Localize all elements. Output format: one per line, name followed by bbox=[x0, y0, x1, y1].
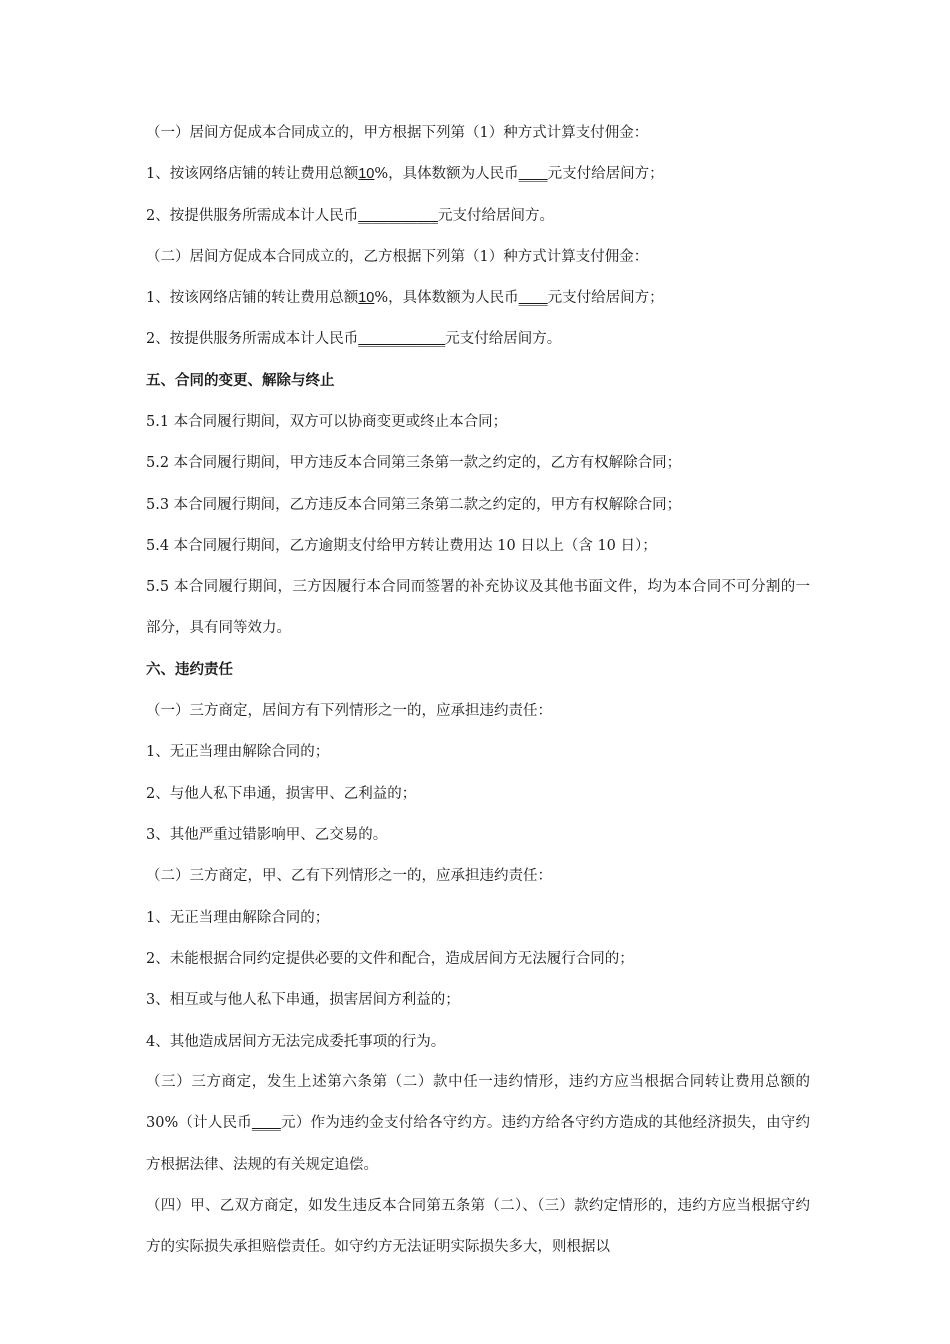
clause-4-2-item-1: 1、按该网络店铺的转让费用总额10%，具体数额为人民币____元支付给居间方； bbox=[146, 290, 664, 307]
document-body bbox=[146, 122, 810, 1278]
commission-rate: 10 bbox=[358, 290, 375, 307]
clause-5-4: 5.4 本合同履行期间，乙方逾期支付给甲方转让费用达 10 日以上（含 10 日）； bbox=[146, 537, 657, 554]
clause-5-3: 5.3 本合同履行期间，乙方违反本合同第三条第二款之约定的，甲方有权解除合同； bbox=[146, 496, 682, 513]
clause-6-1-item-3: 3、其他严重过错影响甲、乙交易的。 bbox=[146, 827, 388, 844]
clause-6-1: （一）三方商定，居间方有下列情形之一的，应承担违约责任： bbox=[146, 703, 552, 720]
clause-4-1-item-1: 1、按该网络店铺的转让费用总额10%，具体数额为人民币____元支付给居间方； bbox=[146, 166, 664, 183]
clause-6-2-item-4: 4、其他造成居间方无法完成委托事项的行为。 bbox=[146, 1033, 446, 1050]
section-heading-5: 五、合同的变更、解除与终止 bbox=[146, 372, 335, 389]
amount-blank: ____ bbox=[251, 1115, 281, 1132]
clause-5-5: 5.5 本合同履行期间，三方因履行本合同而签署的补充协议及其他书面文件，均为本合同不可分割的一部分，具有同等效力。 bbox=[146, 578, 810, 636]
amount-blank: ___________ bbox=[358, 207, 438, 224]
clause-5-2: 5.2 本合同履行期间，甲方违反本合同第三条第一款之约定的，乙方有权解除合同； bbox=[146, 455, 682, 472]
clause-6-2-item-3: 3、相互或与他人私下串通，损害居间方利益的； bbox=[146, 992, 460, 1009]
clause-6-4: （四）甲、乙双方商定，如发生违反本合同第五条第（二）、（三）款约定情形的，违约方应当根据守约方的实际损失承担赔偿责任。如守约方无法证明实际损失多大，则根据以 bbox=[146, 1198, 810, 1256]
commission-rate: 10 bbox=[358, 166, 375, 183]
clause-4-2: （二）居间方促成本合同成立的，乙方根据下列第（1）种方式计算支付佣金： bbox=[146, 248, 649, 265]
clause-6-3: （三）三方商定，发生上述第六条第（二）款中任一违约情形，违约方应当根据合同转让费用总额的 30%（计人民币____元）作为违约金支付给各守约方。违约方给各守约方造成的其他经济损失，由守约方根据法律、法规的有关规定追偿。 bbox=[146, 1074, 811, 1173]
amount-blank: ____________ bbox=[358, 331, 446, 348]
clause-4-1: （一）居间方促成本合同成立的，甲方根据下列第（1）种方式计算支付佣金： bbox=[146, 125, 649, 141]
clause-6-2-item-2: 2、未能根据合同约定提供必要的文件和配合，造成居间方无法履行合同的； bbox=[146, 950, 634, 967]
clause-6-2-item-1: 1、无正当理由解除合同的； bbox=[146, 909, 330, 926]
clause-5-1: 5.1 本合同履行期间，双方可以协商变更或终止本合同； bbox=[146, 414, 508, 431]
section-heading-6: 六、违约责任 bbox=[146, 661, 233, 678]
amount-blank: ____ bbox=[518, 290, 548, 307]
clause-6-2: （二）三方商定，甲、乙有下列情形之一的，应承担违约责任： bbox=[146, 868, 552, 885]
clause-6-1-item-1: 1、无正当理由解除合同的； bbox=[146, 744, 330, 761]
amount-blank: ____ bbox=[518, 166, 548, 183]
clause-6-1-item-2: 2、与他人私下串通，损害甲、乙利益的； bbox=[146, 785, 417, 802]
clause-4-1-item-2: 2、按提供服务所需成本计人民币___________元支付给居间方。 bbox=[146, 207, 554, 224]
clause-4-2-item-2: 2、按提供服务所需成本计人民币____________元支付给居间方。 bbox=[146, 331, 562, 348]
